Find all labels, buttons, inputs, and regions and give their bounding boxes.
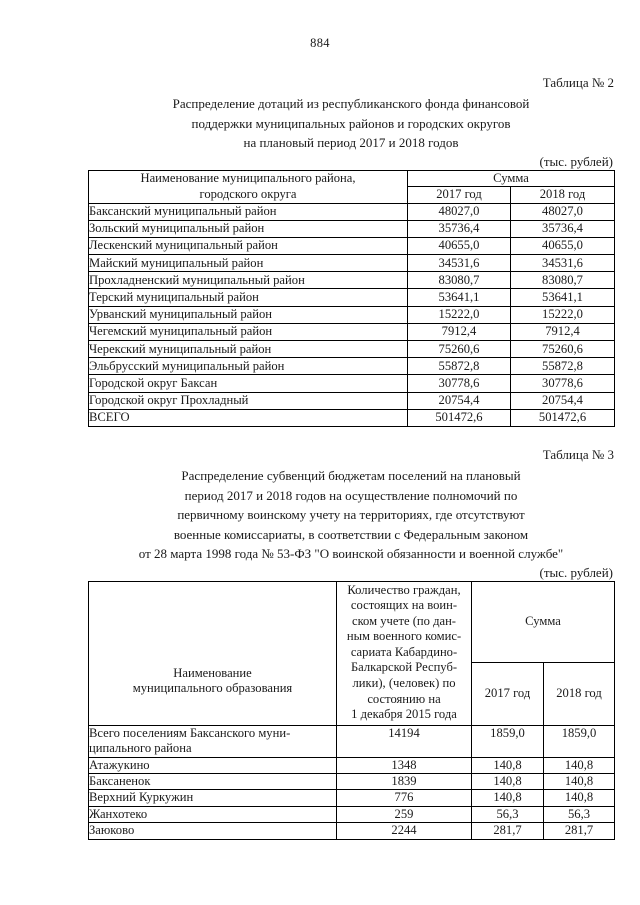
cell-2017: 48027,0 [408, 203, 511, 220]
column-header-citizen-count [337, 581, 472, 725]
column-header-year-2018: 2018 год [511, 187, 615, 204]
count-header-line-7: лики), (человек) по [352, 676, 456, 691]
column-header-name [89, 170, 408, 203]
count-header-line-5: сариата Кабардино- [350, 644, 458, 659]
cell-2017: 56,3 [472, 806, 544, 822]
cell-name: Атажукино [89, 757, 337, 773]
table-row [89, 220, 615, 237]
table-row [89, 289, 615, 306]
count-header-line-2: состоящих на воин- [350, 598, 458, 613]
cell-count: 14194 [337, 725, 472, 757]
cell-2018: 30778,6 [511, 375, 615, 392]
cell-name: Городской округ Прохладный [89, 392, 408, 409]
table-row [89, 823, 615, 839]
column-header-name-line-1: Наименование муниципального района, [140, 171, 356, 185]
cell-2018: 501472,6 [511, 409, 615, 426]
cell-2017: 53641,1 [408, 289, 511, 306]
cell-2018: 40655,0 [511, 237, 615, 254]
table-3-label: Таблица № 3 [542, 447, 614, 462]
cell-2018: 1859,0 [544, 725, 615, 757]
cell-name: Майский муниципальный район [89, 255, 408, 272]
column-header-name-line-2: муниципального образования [132, 681, 293, 696]
cell-name: Эльбрусский муниципальный район [89, 358, 408, 375]
table-row [89, 306, 615, 323]
subventions-table [88, 581, 615, 840]
cell-2018: 56,3 [544, 806, 615, 822]
count-header-line-4: ным военного комис- [346, 629, 462, 644]
cell-count: 2244 [337, 823, 472, 839]
cell-2018: 140,8 [544, 790, 615, 806]
cell-2018: 140,8 [544, 774, 615, 790]
table-row [89, 757, 615, 773]
cell-2017: 15222,0 [408, 306, 511, 323]
cell-count: 1839 [337, 774, 472, 790]
table-row [89, 341, 615, 358]
cell-name: Жанхотеко [89, 806, 337, 822]
cell-count: 776 [337, 790, 472, 806]
cell-name: Баксанский муниципальный район [89, 203, 408, 220]
cell-name: Прохладненский муниципальный район [89, 272, 408, 289]
table-3-title-line-1: Распределение субвенций бюджетам поселений на плановый [181, 468, 521, 483]
column-header-sum: Сумма [472, 581, 615, 662]
cell-2017: 20754,4 [408, 392, 511, 409]
cell-2018: 281,7 [544, 823, 615, 839]
count-header-line-6: Балкарской Респуб- [350, 660, 458, 675]
cell-2017: 140,8 [472, 757, 544, 773]
table-2-label: Таблица № 2 [542, 75, 614, 90]
cell-2017: 40655,0 [408, 237, 511, 254]
cell-name: Лескенский муниципальный район [89, 237, 408, 254]
cell-2017: 75260,6 [408, 341, 511, 358]
page-number: 884 [310, 36, 330, 50]
cell-name-line-2: ципального района [89, 741, 192, 756]
cell-2018: 83080,7 [511, 272, 615, 289]
subventions-table-body [89, 725, 615, 839]
cell-count: 259 [337, 806, 472, 822]
cell-2018: 35736,4 [511, 220, 615, 237]
table-row-total [89, 725, 615, 757]
cell-2018: 55872,8 [511, 358, 615, 375]
cell-2017: 281,7 [472, 823, 544, 839]
cell-name: Черекский муниципальный район [89, 341, 408, 358]
cell-2018: 53641,1 [511, 289, 615, 306]
cell-2017: 30778,6 [408, 375, 511, 392]
cell-2017: 55872,8 [408, 358, 511, 375]
table-row [89, 375, 615, 392]
table-2-title [88, 94, 614, 153]
cell-name: Баксаненок [89, 774, 337, 790]
table-2-title-line-1: Распределение дотаций из республиканского фонда финансовой [172, 96, 530, 111]
dotations-table [88, 170, 615, 427]
table-row [89, 255, 615, 272]
count-header-line-8: состоянию на [367, 691, 441, 706]
table-3-title-line-5: от 28 марта 1998 года № 53-ФЗ "О воинской обязанности и военной службе" [138, 546, 564, 561]
table-2-units: (тыс. рублей) [539, 153, 613, 169]
cell-name: Городской округ Баксан [89, 375, 408, 392]
cell-name-line-1: Всего поселениям Баксанского муни- [89, 725, 291, 740]
table-row-total [89, 409, 615, 426]
table-3-units: (тыс. рублей) [539, 564, 613, 580]
cell-2017: 501472,6 [408, 409, 511, 426]
table-row [89, 790, 615, 806]
cell-name: ВСЕГО [89, 409, 408, 426]
column-header-name-line-2: городского округа [199, 186, 297, 201]
table-3-title-line-2: период 2017 и 2018 годов на осуществление полномочий по [184, 487, 518, 503]
count-header-line-9: 1 декабря 2015 года [351, 707, 457, 722]
cell-name: Чегемский муниципальный район [89, 323, 408, 340]
cell-2017: 140,8 [472, 774, 544, 790]
cell-2017: 7912,4 [408, 323, 511, 340]
cell-2018: 15222,0 [511, 306, 615, 323]
table-row [89, 392, 615, 409]
count-header-line-3: ском учете (по дан- [351, 613, 456, 628]
table-3-title [88, 466, 614, 564]
table-row [89, 203, 615, 220]
table-row [89, 358, 615, 375]
cell-name [89, 725, 337, 757]
cell-name: Заюково [89, 823, 337, 839]
table-2-title-line-3: на плановый период 2017 и 2018 годов [243, 135, 459, 150]
table-3-title-line-4: военные комиссариаты, в соответствии с Федеральным законом [173, 526, 529, 542]
cell-2018: 7912,4 [511, 323, 615, 340]
count-header-line-1: Количество граждан, [347, 582, 461, 597]
dotations-table-body [89, 203, 615, 426]
cell-2017: 140,8 [472, 790, 544, 806]
table-row [89, 237, 615, 254]
column-header-name-line-1: Наименование [173, 665, 252, 680]
cell-name: Зольский муниципальный район [89, 220, 408, 237]
column-header-sum: Сумма [408, 170, 615, 187]
table-row-header [89, 581, 615, 662]
column-header-name [89, 581, 337, 725]
cell-2017: 83080,7 [408, 272, 511, 289]
table-row-header [89, 170, 615, 187]
cell-name: Урванский муниципальный район [89, 306, 408, 323]
column-header-year-2018: 2018 год [544, 662, 615, 725]
section-table-3 [88, 446, 614, 840]
cell-2018: 48027,0 [511, 203, 615, 220]
table-row [89, 272, 615, 289]
table-2-title-line-2: поддержки муниципальных районов и городских округов [191, 115, 511, 131]
table-3-title-line-3: первичному воинскому учету на территориях, где отсутствуют [177, 507, 525, 522]
cell-count: 1348 [337, 757, 472, 773]
cell-2018: 140,8 [544, 757, 615, 773]
cell-2018: 20754,4 [511, 392, 615, 409]
cell-2017: 1859,0 [472, 725, 544, 757]
cell-2018: 34531,6 [511, 255, 615, 272]
table-row [89, 806, 615, 822]
cell-name: Терский муниципальный район [89, 289, 408, 306]
column-header-year-2017: 2017 год [472, 662, 544, 725]
cell-name: Верхний Куркужин [89, 790, 337, 806]
table-row [89, 323, 615, 340]
table-row [89, 774, 615, 790]
cell-2018: 75260,6 [511, 341, 615, 358]
cell-2017: 35736,4 [408, 220, 511, 237]
cell-2017: 34531,6 [408, 255, 511, 272]
column-header-year-2017: 2017 год [408, 187, 511, 204]
section-table-2 [88, 74, 614, 427]
